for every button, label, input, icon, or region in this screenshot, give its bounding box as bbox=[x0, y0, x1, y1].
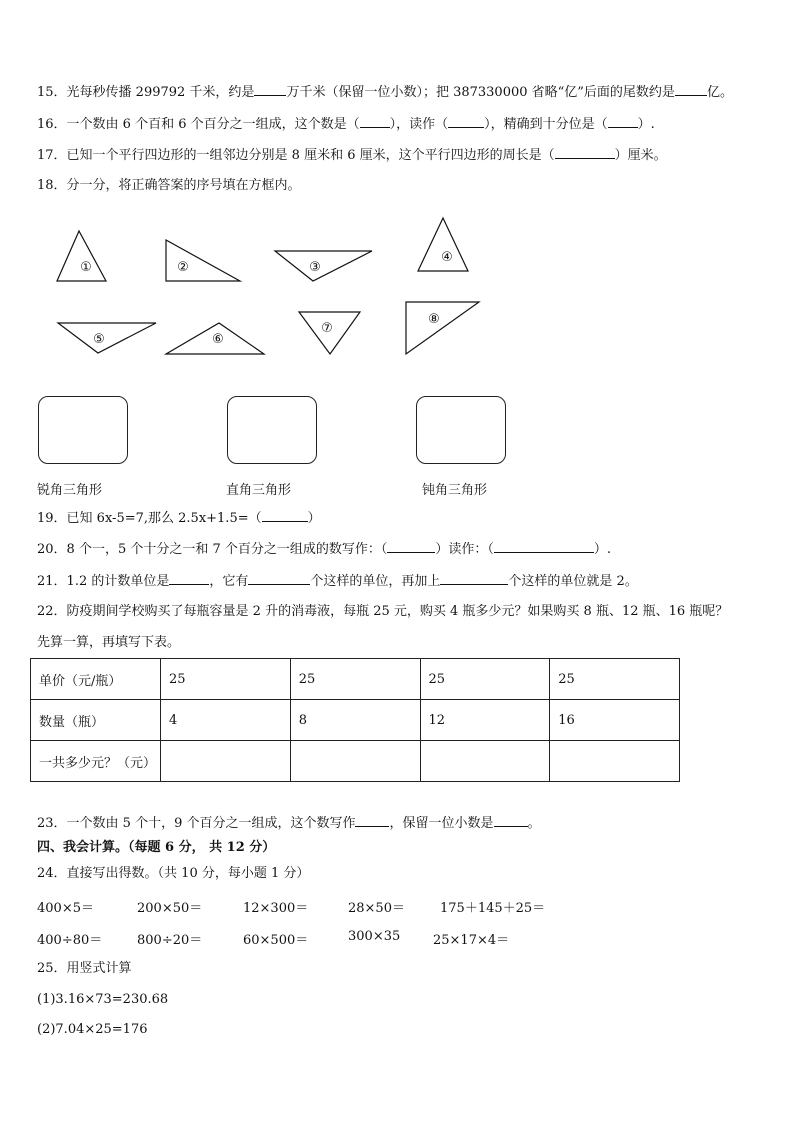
table-cell: 25 bbox=[290, 659, 420, 700]
obtuse-answer-box[interactable] bbox=[416, 396, 506, 464]
q19-blank-1[interactable] bbox=[262, 509, 308, 522]
question-18: 18．分一分，将正确答案的序号填在方框内。 bbox=[37, 178, 301, 193]
q23-blank-2[interactable] bbox=[494, 814, 528, 827]
calc-item: 60×500＝ bbox=[243, 933, 309, 948]
q16-text-d: ）. bbox=[637, 117, 655, 132]
q16-text-b: ），读作（ bbox=[389, 117, 449, 132]
q23-text-b: ，保留一位小数是 bbox=[389, 816, 494, 831]
triangle-4-label: ④ bbox=[441, 250, 453, 265]
question-23 bbox=[37, 814, 541, 833]
q25-item-1: (1)3.16×73=230.68 bbox=[37, 992, 169, 1007]
q23-text-c: 。 bbox=[527, 816, 541, 831]
calc-item: 200×50＝ bbox=[137, 901, 203, 916]
right-triangle-label: 直角三角形 bbox=[226, 483, 292, 498]
triangle-8-label: ⑧ bbox=[428, 312, 440, 327]
q17-text-b: ）厘米。 bbox=[614, 148, 667, 163]
q21-text-a: 21．1.2 的计数单位是 bbox=[37, 574, 170, 589]
obtuse-triangle-label: 钝角三角形 bbox=[422, 483, 488, 498]
calc-item: 400×5＝ bbox=[37, 901, 94, 916]
acute-answer-box[interactable] bbox=[38, 396, 128, 464]
question-22-line-2: 先算一算，再填写下表。 bbox=[37, 635, 181, 650]
table-cell: 16 bbox=[550, 700, 680, 741]
calc-item: 28×50＝ bbox=[348, 901, 405, 916]
q15-text-a: 15．光每秒传播 299792 千米，约是 bbox=[37, 85, 255, 100]
q21-text-d: 个这样的单位就是 2。 bbox=[508, 574, 638, 589]
question-20 bbox=[37, 540, 611, 559]
q21-blank-1[interactable] bbox=[169, 572, 209, 585]
price-table bbox=[30, 658, 680, 782]
table-answer-cell[interactable] bbox=[550, 741, 680, 782]
calc-item: 300×35 bbox=[348, 929, 401, 944]
q16-text-c: ），精确到十分位是（ bbox=[484, 117, 608, 132]
acute-triangle-label: 锐角三角形 bbox=[37, 483, 103, 498]
question-24-title: 24．直接写出得数。（共 10 分，每小题 1 分） bbox=[37, 866, 310, 881]
triangle-6-label: ⑥ bbox=[212, 332, 224, 347]
table-row bbox=[31, 700, 680, 741]
table-answer-cell[interactable] bbox=[161, 741, 291, 782]
q20-blank-2[interactable] bbox=[494, 540, 594, 553]
right-answer-box[interactable] bbox=[227, 396, 317, 464]
triangle-8 bbox=[406, 302, 479, 354]
triangle-3 bbox=[275, 251, 372, 281]
q23-text-a: 23．一个数由 5 个十，9 个百分之一组成，这个数写作 bbox=[37, 816, 356, 831]
calc-item: 175＋145＋25＝ bbox=[440, 901, 546, 916]
calc-item: 12×300＝ bbox=[243, 901, 309, 916]
q20-blank-1[interactable] bbox=[387, 540, 435, 553]
triangle-7-label: ⑦ bbox=[321, 321, 333, 336]
table-answer-cell[interactable] bbox=[420, 741, 550, 782]
q20-text-b: ）读作：（ bbox=[435, 542, 494, 557]
calc-item: 800÷20＝ bbox=[137, 933, 203, 948]
table-cell: 25 bbox=[550, 659, 680, 700]
table-cell: 8 bbox=[290, 700, 420, 741]
question-25-title: 25．用竖式计算 bbox=[37, 961, 132, 976]
calc-item: 400÷80＝ bbox=[37, 933, 103, 948]
triangle-2-label: ② bbox=[177, 260, 189, 275]
question-19 bbox=[37, 509, 321, 528]
table-cell: 25 bbox=[161, 659, 291, 700]
table-header-cell: 一共多少元？（元） bbox=[31, 741, 161, 782]
table-cell: 25 bbox=[420, 659, 550, 700]
triangle-5 bbox=[58, 323, 156, 353]
table-cell: 4 bbox=[161, 700, 291, 741]
q25-item-2: (2)7.04×25=176 bbox=[37, 1022, 148, 1037]
q16-text-a: 16．一个数由 6 个百和 6 个百分之一组成，这个数是（ bbox=[37, 117, 360, 132]
q15-text-b: 万千米（保留一位小数）；把 387330000 省略“亿”后面的尾数约是 bbox=[286, 85, 675, 100]
triangle-5-label: ⑤ bbox=[93, 332, 105, 347]
question-22-line-1: 22．防疫期间学校购买了每瓶容量是 2 升的消毒液，每瓶 25 元，购买 4 瓶多少元？如果购买 8 瓶、12 瓶、16 瓶呢？ bbox=[37, 604, 729, 619]
table-row bbox=[31, 741, 680, 782]
q21-blank-2[interactable] bbox=[248, 572, 310, 585]
q23-blank-1[interactable] bbox=[355, 814, 389, 827]
table-row bbox=[31, 659, 680, 700]
section-4-heading: 四、我会计算。（每题 6 分， 共 12 分） bbox=[37, 840, 276, 855]
triangle-3-label: ③ bbox=[309, 260, 321, 275]
q19-text-a: 19．已知 6x-5=7,那么 2.5x+1.5=（ bbox=[37, 511, 262, 526]
q17-text-a: 17．已知一个平行四边形的一组邻边分别是 8 厘米和 6 厘米，这个平行四边形的周长是（ bbox=[37, 148, 555, 163]
q21-text-c: 个这样的单位，再加上 bbox=[310, 574, 441, 589]
triangle-1-label: ① bbox=[80, 260, 92, 275]
q21-text-b: ，它有 bbox=[209, 574, 249, 589]
q20-text-c: ）. bbox=[593, 542, 612, 557]
table-header-cell: 单价（元/瓶） bbox=[31, 659, 161, 700]
table-cell: 12 bbox=[420, 700, 550, 741]
table-header-cell: 数量（瓶） bbox=[31, 700, 161, 741]
q21-blank-3[interactable] bbox=[440, 572, 508, 585]
q20-text-a: 20．8 个一，5 个十分之一和 7 个百分之一组成的数写作：（ bbox=[37, 542, 388, 557]
q19-text-b: ） bbox=[307, 511, 321, 526]
q15-text-c: 亿。 bbox=[706, 85, 733, 100]
calc-item: 25×17×4＝ bbox=[433, 933, 510, 948]
triangle-figures bbox=[0, 0, 794, 380]
question-21 bbox=[37, 572, 638, 591]
table-answer-cell[interactable] bbox=[290, 741, 420, 782]
